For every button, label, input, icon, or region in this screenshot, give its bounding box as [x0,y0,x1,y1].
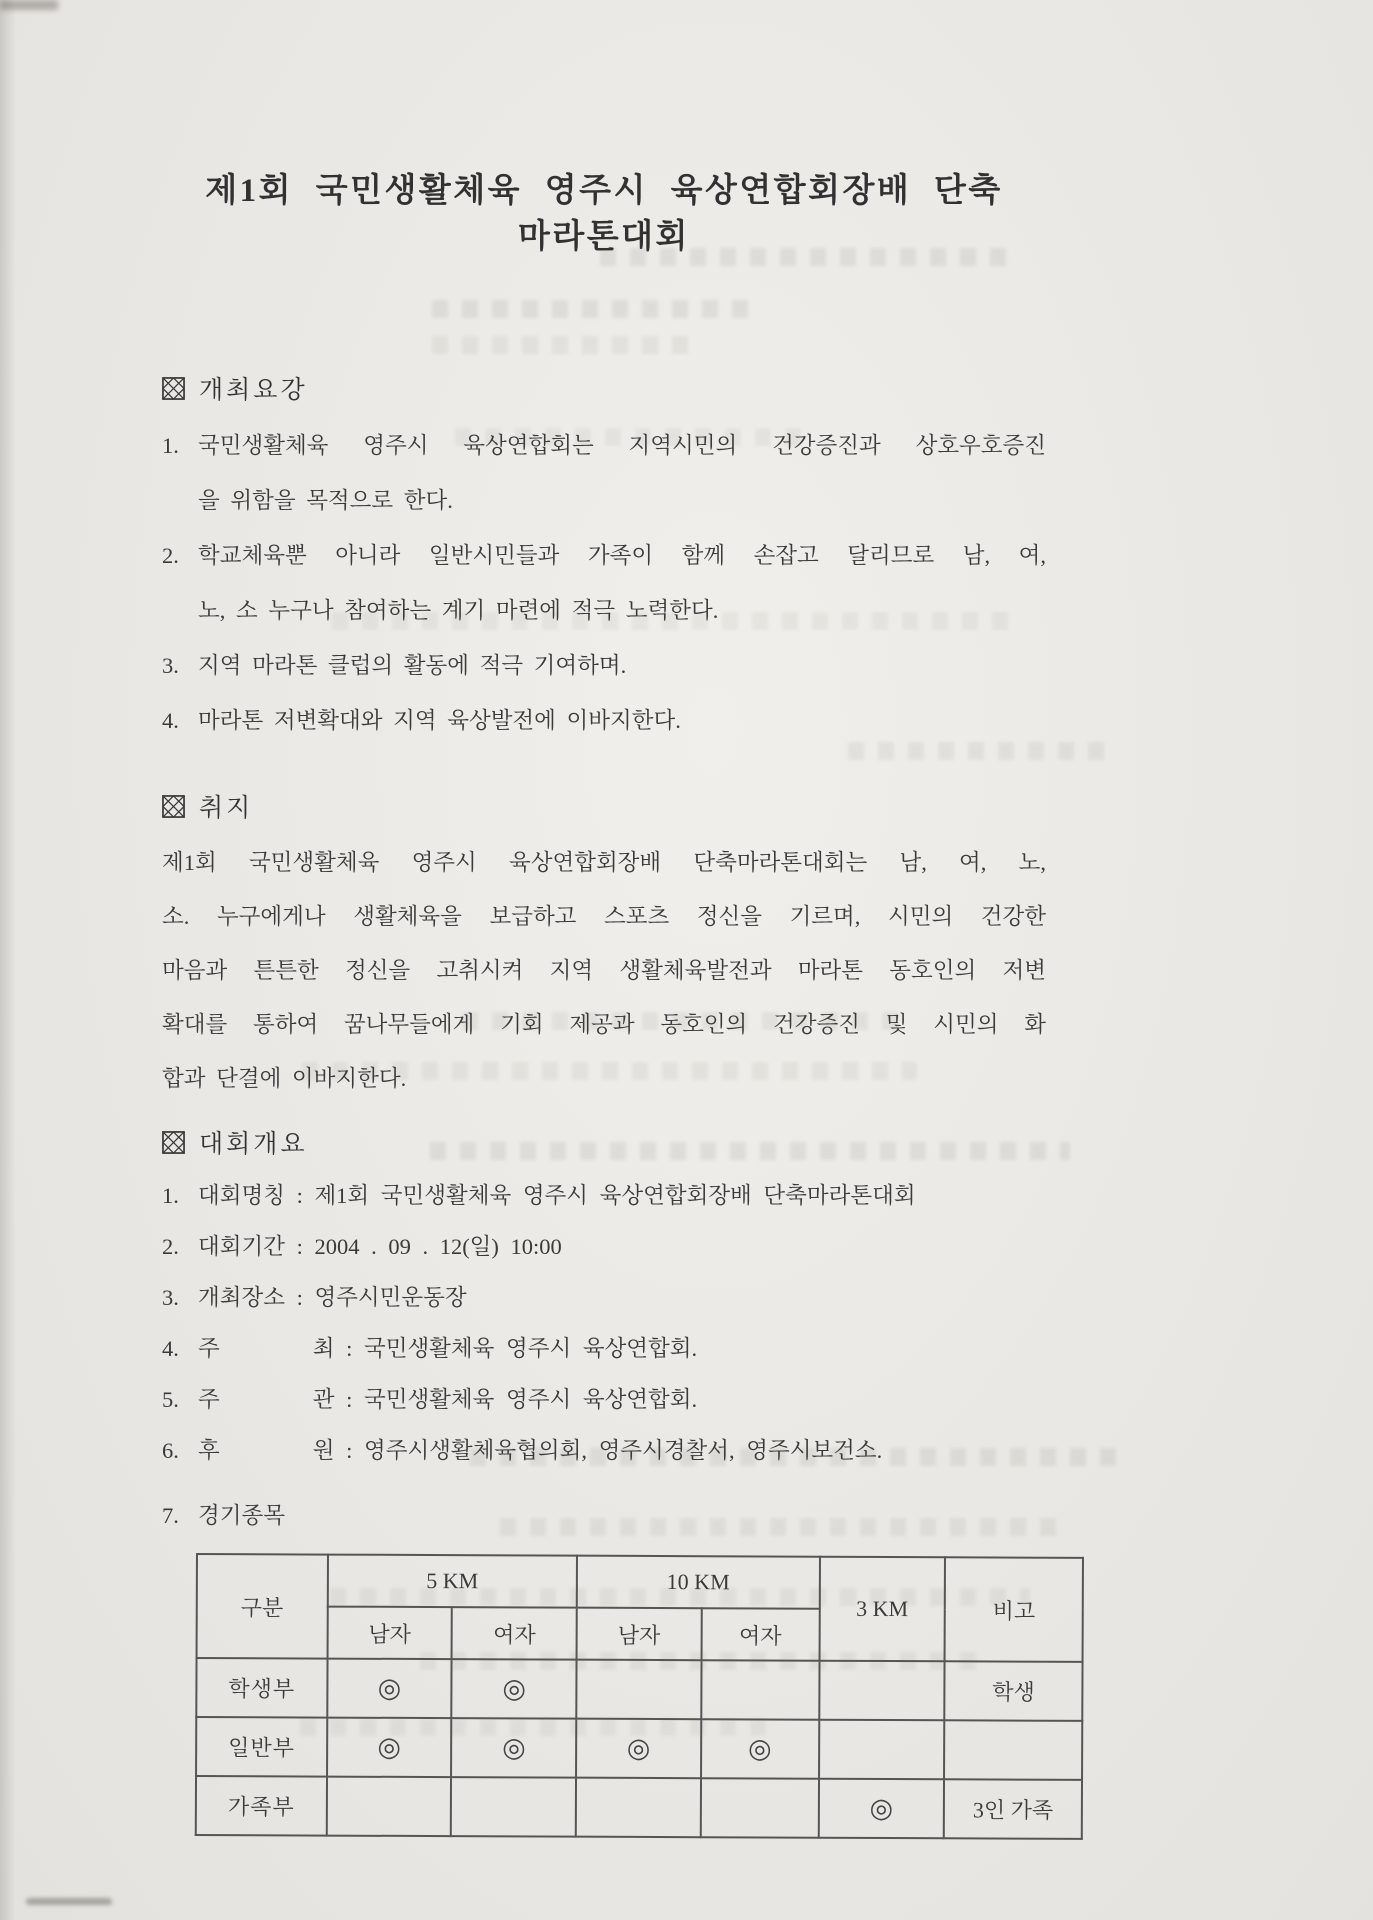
participation-mark [701,1660,819,1720]
table-corner-header: 구분 [197,1554,328,1659]
participation-mark [819,1661,945,1721]
table-group-header-5km: 5 KM [327,1555,577,1608]
overview-item-events [162,1490,1046,1541]
participation-mark [451,1777,576,1837]
participation-mark [701,1778,819,1838]
outline-item [162,528,1046,638]
item-number: 3. [162,1285,179,1310]
overview-item-text: 개최장소 : 영주시민운동장 [198,1285,467,1310]
section-overview-header [162,1122,1046,1162]
item-number: 4. [162,1336,179,1361]
participation-mark: ◎ [327,1718,452,1778]
overview-item-text: 주 최 : 국민생활체육 영주시 육상연합회. [198,1336,698,1361]
table-header-3km: 3 KM [819,1557,945,1662]
participation-mark: ◎ [818,1779,944,1839]
item-number: 7. [162,1503,179,1528]
row-note: 3인 가족 [944,1779,1082,1839]
scan-edge-shadow [0,0,16,1920]
outline-item [162,638,1046,693]
document-title-line1: 제1회 국민생활체육 영주시 육상연합회장배 단축 [205,173,1003,209]
participation-mark: ◎ [451,1718,576,1778]
section-heading: 개최요강 [199,377,308,404]
overview-item-text: 주 관 : 국민생활체육 영주시 육상연합회. [198,1387,698,1412]
crosshatch-square-icon [162,1131,185,1154]
item-number: 2. [162,1234,179,1259]
scan-smudge [0,0,58,10]
item-number: 1. [162,1183,179,1208]
item-number: 3. [162,653,179,678]
item-text-line: 지역 마라톤 클럽의 활동에 적극 기여하며. [198,653,627,678]
item-text-line: 마라톤 저변확대와 지역 육상발전에 이바지한다. [198,708,681,733]
paragraph-line: 제1회 국민생활체육 영주시 육상연합회장배 단축마라톤대회는 남, 여, 노, [162,850,1046,875]
overview-item [162,1374,1046,1425]
item-text-line: 을 위함을 목적으로 한다. [198,488,453,513]
participation-mark: ◎ [701,1719,819,1779]
item-text-line: 학교체육뿐 아니라 일반시민들과 가족이 함께 손잡고 달리므로 남, 여, [198,543,1046,568]
events-table [195,1553,1084,1840]
participation-mark: ◎ [576,1719,701,1779]
item-text-line: 국민생활체육 영주시 육상연합회는 지역시민의 건강증진과 상호우호증진 [198,433,1046,458]
document-body [162,168,1054,1836]
overview-item-text: 경기종목 [198,1503,285,1528]
document-title [162,168,1046,260]
table-subheader-male: 남자 [327,1607,452,1660]
item-text-line: 노, 소 누구나 참여하는 계기 마련에 적극 노력한다. [198,598,719,623]
overview-item [162,1170,1046,1221]
crosshatch-square-icon [162,795,185,818]
scan-smudge [26,1898,112,1905]
overview-item [162,1221,1046,1272]
outline-item [162,693,1046,748]
section-purpose-header [162,786,1046,826]
participation-mark: ◎ [327,1659,452,1719]
item-number: 6. [162,1438,179,1463]
table-header-note: 비고 [945,1557,1083,1662]
purpose-paragraph [162,836,1046,1106]
row-label: 학생부 [196,1658,327,1718]
item-number: 1. [162,433,179,458]
participation-mark [326,1777,451,1837]
overview-item-text: 후 원 : 영주시생활체육협의회, 영주시경찰서, 영주시보건소. [198,1438,883,1463]
crosshatch-square-icon [162,377,185,400]
overview-item [162,1425,1046,1476]
table-subheader-female: 여자 [452,1607,577,1660]
table-row-students [196,1658,1082,1721]
row-note [944,1720,1082,1780]
row-label: 일반부 [196,1717,327,1777]
section-overview [162,1122,1054,1836]
row-note: 학생 [945,1661,1083,1721]
paragraph-line: 확대를 통하여 꿈나무들에게 기회 제공과 동호인의 건강증진 및 시민의 화 [162,1012,1046,1037]
participation-mark: ◎ [452,1659,577,1719]
overview-item [162,1323,1046,1374]
outline-item [162,418,1046,528]
document-title-line2: 마라톤대회 [518,219,690,255]
table-subheader-male: 남자 [577,1608,702,1661]
participation-mark [576,1660,701,1720]
overview-item-text: 대회명칭 : 제1회 국민생활체육 영주시 육상연합회장배 단축마라톤대회 [198,1183,916,1208]
participation-mark [819,1720,945,1780]
paragraph-line: 마음과 튼튼한 정신을 고취시켜 지역 생활체육발전과 마라톤 동호인의 저변 [162,958,1046,983]
table-row-family [196,1776,1082,1839]
row-label: 가족부 [196,1776,327,1836]
paragraph-line: 합과 단결에 이바지한다. [162,1066,407,1091]
section-heading: 취지 [199,795,254,822]
section-outline [162,368,1046,748]
section-outline-header [162,368,1046,408]
section-purpose [162,786,1046,1106]
table-group-header-10km: 10 KM [577,1556,820,1609]
table-row-general [196,1717,1082,1780]
item-number: 5. [162,1387,179,1412]
overview-item [162,1272,1046,1323]
paragraph-line: 소. 누구에게나 생활체육을 보급하고 스포츠 정신을 기르며, 시민의 건강한 [162,904,1046,929]
item-number: 4. [162,708,179,733]
overview-item-text: 대회기간 : 2004 . 09 . 12(일) 10:00 [198,1234,562,1259]
section-heading: 대회개요 [199,1131,308,1158]
participation-mark [576,1778,701,1838]
item-number: 2. [162,543,179,568]
table-subheader-female: 여자 [701,1608,819,1661]
